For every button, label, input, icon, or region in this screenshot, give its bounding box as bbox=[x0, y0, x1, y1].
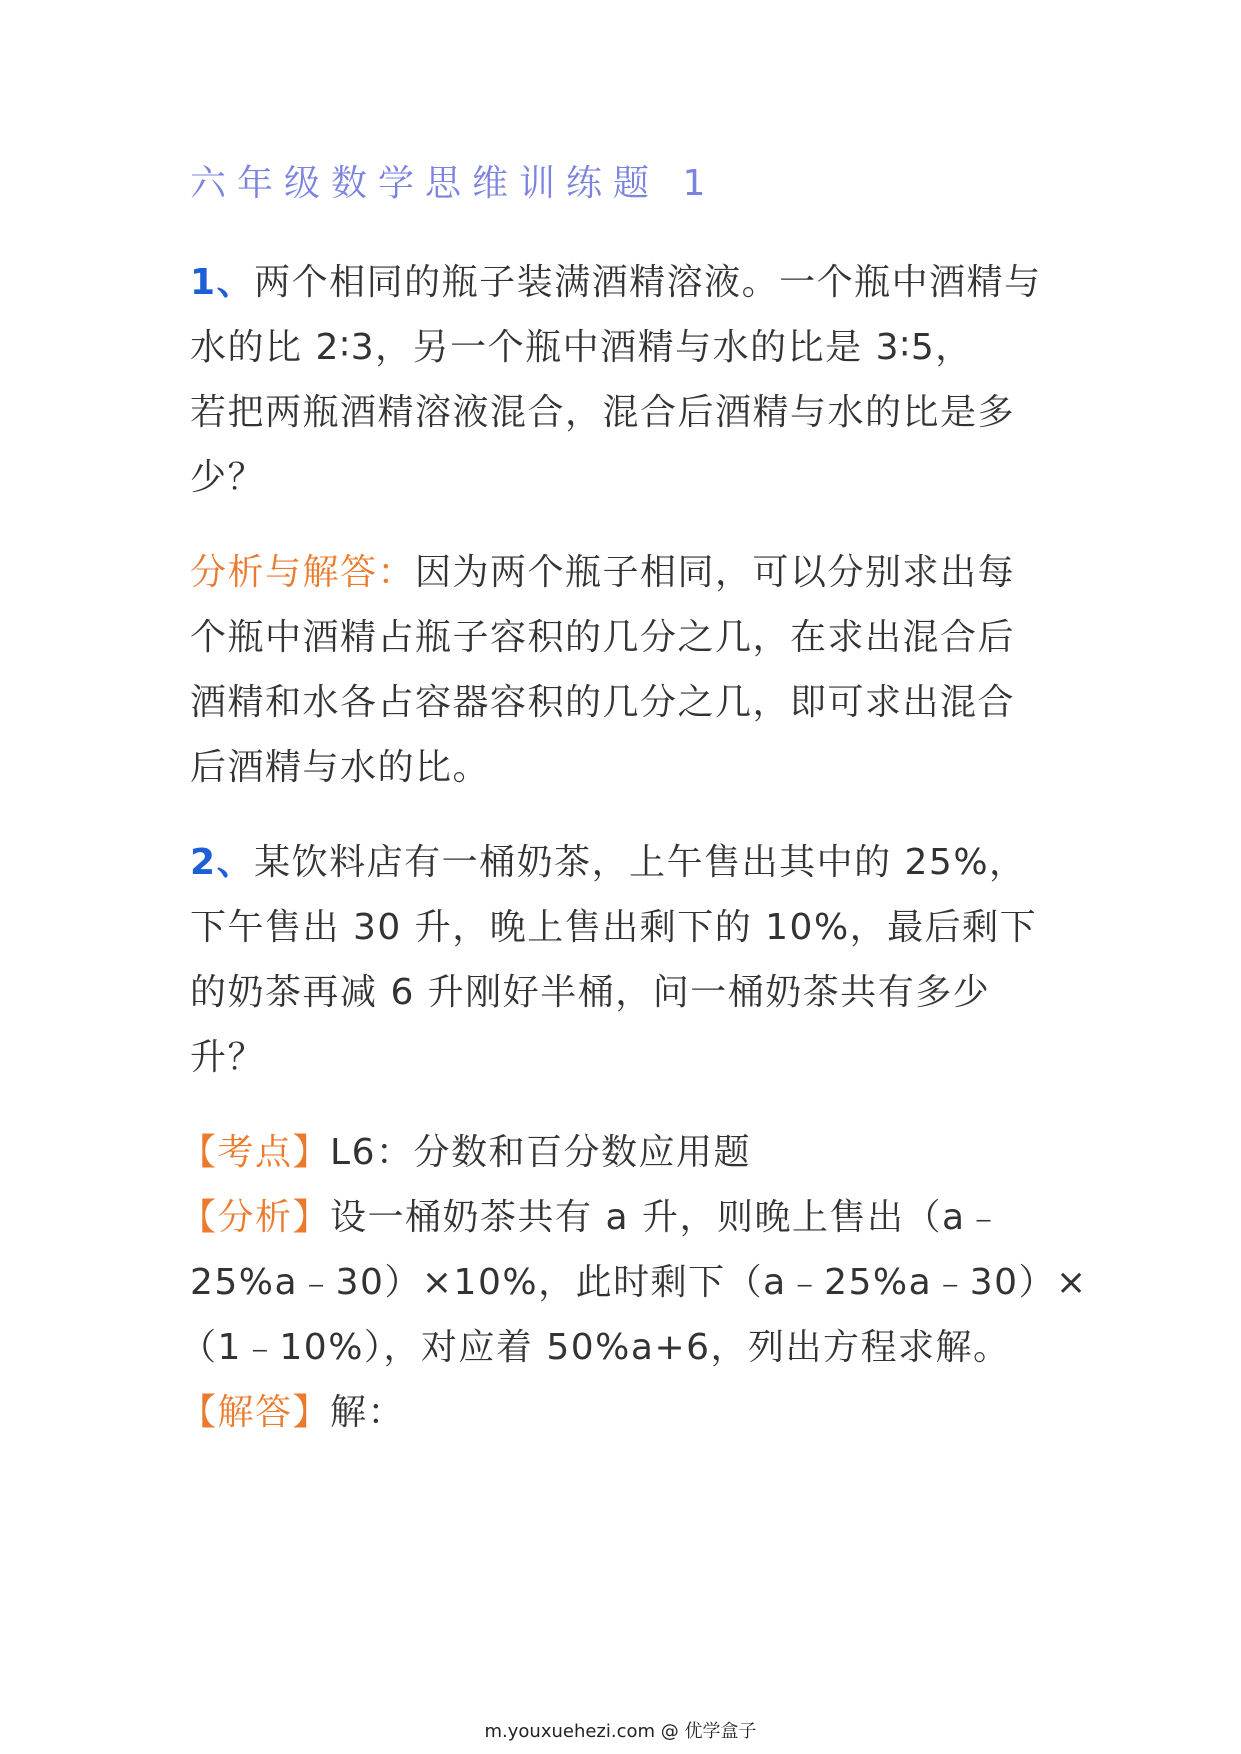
question-text: 某饮料店有一桶奶茶，上午售出其中的 25%， bbox=[254, 842, 1027, 883]
question-2-line-2: 下午售出 30 升，晚上售出剩下的 10%，最后剩下 bbox=[190, 907, 1038, 948]
question-1 bbox=[190, 250, 1070, 510]
question-number-sep: 、 bbox=[216, 262, 255, 303]
question-1-line-4: 少？ bbox=[190, 457, 266, 498]
jieda-text: 解： bbox=[330, 1392, 406, 1433]
analysis-text: 因为两个瓶子相同，可以分别求出每 bbox=[415, 552, 1016, 593]
question-2 bbox=[190, 830, 1070, 1090]
answer-1 bbox=[190, 540, 1070, 800]
kaodian-label: 【考点】 bbox=[180, 1132, 331, 1173]
question-number: 2 bbox=[190, 842, 217, 883]
fenxi-text: 设一桶奶茶共有 a 升，则晚上售出（a﹣ bbox=[330, 1197, 1004, 1238]
question-2-line-4: 升？ bbox=[190, 1037, 266, 1078]
analysis-label: 分析与解答： bbox=[190, 552, 416, 593]
fenxi-line-2: 25%a﹣30）×10%，此时剩下（a﹣25%a﹣30）× bbox=[190, 1262, 1088, 1303]
answer-1-line-4: 后酒精与水的比。 bbox=[190, 747, 491, 788]
jieda-label: 【解答】 bbox=[180, 1392, 331, 1433]
question-text: 两个相同的瓶子装满酒精溶液。一个瓶中酒精与 bbox=[254, 262, 1042, 303]
question-2-line-1 bbox=[190, 830, 1070, 895]
question-number: 1 bbox=[190, 262, 217, 303]
question-1-line-2: 水的比 2∶3，另一个瓶中酒精与水的比是 3∶5， bbox=[190, 327, 973, 368]
fenxi-line-1 bbox=[180, 1185, 1060, 1250]
kaodian-text: L6：分数和百分数应用题 bbox=[330, 1132, 751, 1173]
question-1-line-3: 若把两瓶酒精溶液混合，混合后酒精与水的比是多 bbox=[190, 392, 1016, 433]
page-title: 六年级数学思维训练题 1 bbox=[190, 163, 717, 204]
answer-1-line-1 bbox=[190, 540, 1070, 605]
footer-watermark: m.youxuehezi.com @ 优学盒子 bbox=[484, 1721, 757, 1742]
question-number-sep: 、 bbox=[216, 842, 255, 883]
question-1-line-1 bbox=[190, 250, 1070, 315]
kaodian-line bbox=[180, 1120, 1060, 1185]
answer-1-line-2: 个瓶中酒精占瓶子容积的几分之几，在求出混合后 bbox=[190, 617, 1016, 658]
fenxi-label: 【分析】 bbox=[180, 1197, 331, 1238]
answer-2 bbox=[180, 1120, 1088, 1445]
question-2-line-3: 的奶茶再减 6 升刚好半桶，问一桶奶茶共有多少 bbox=[190, 972, 991, 1013]
answer-1-line-3: 酒精和水各占容器容积的几分之几，即可求出混合 bbox=[190, 682, 1016, 723]
fenxi-line-3: （1﹣10%），对应着 50%a+6，列出方程求解。 bbox=[180, 1327, 1011, 1368]
jieda-line bbox=[180, 1380, 1060, 1445]
